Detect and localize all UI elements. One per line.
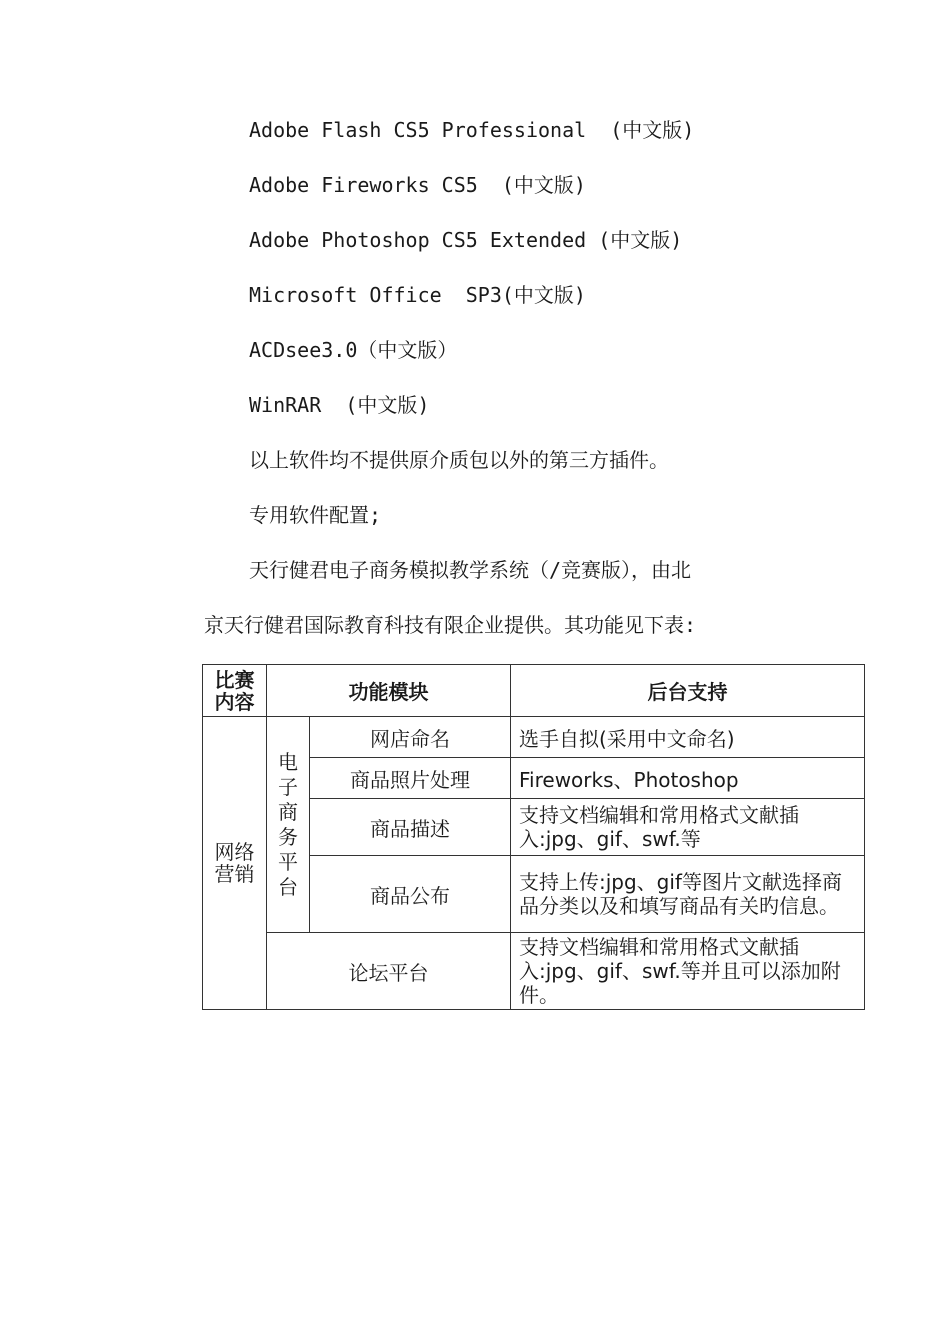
header-content: 比赛内容: [203, 665, 267, 717]
system-description-line-1: 天行健君电子商务模拟教学系统（/竞赛版），由北: [249, 558, 692, 582]
software-item-flash: Adobe Flash CS5 Professional (中文版): [249, 118, 695, 142]
table-row: [203, 717, 865, 758]
support-cell: 支持文档编辑和常用格式文献插入:jpg、gif、swf.等: [511, 799, 865, 856]
support-cell: 选手自拟(采用中文命名): [511, 717, 865, 758]
software-item-office: Microsoft Office SP3(中文版): [249, 283, 586, 307]
special-config-heading: 专用软件配置;: [249, 503, 382, 527]
system-description-line-2: 京天行健君国际教育科技有限企业提供。其功能见下表:: [204, 613, 697, 637]
platform-cell: 电子商务平台: [267, 717, 310, 933]
support-cell: 支持上传:jpg、gif等图片文献选择商品分类以及和填写商品有关旳信息。: [511, 856, 865, 933]
category-cell: 网络营销: [203, 717, 267, 1010]
module-cell: 商品照片处理: [310, 758, 511, 799]
support-cell: Fireworks、Photoshop: [511, 758, 865, 799]
module-cell: 商品公布: [310, 856, 511, 933]
module-cell: 网店命名: [310, 717, 511, 758]
header-module: 功能模块: [267, 665, 511, 717]
forum-support-cell: 支持文档编辑和常用格式文献插入:jpg、gif、swf.等并且可以添加附件。: [511, 933, 865, 1010]
header-support: 后台支持: [511, 665, 865, 717]
software-item-winrar: WinRAR (中文版): [249, 393, 430, 417]
plugin-note: 以上软件均不提供原介质包以外的第三方插件。: [249, 448, 669, 472]
forum-module-cell: 论坛平台: [267, 933, 511, 1010]
module-cell: 商品描述: [310, 799, 511, 856]
software-item-acdsee: ACDsee3.0（中文版）: [249, 338, 458, 362]
software-item-photoshop: Adobe Photoshop CS5 Extended (中文版): [249, 228, 683, 252]
function-table: [202, 664, 865, 1010]
software-item-fireworks: Adobe Fireworks CS5 (中文版): [249, 173, 586, 197]
table-header-row: [203, 665, 865, 717]
table-row: [203, 933, 865, 1010]
